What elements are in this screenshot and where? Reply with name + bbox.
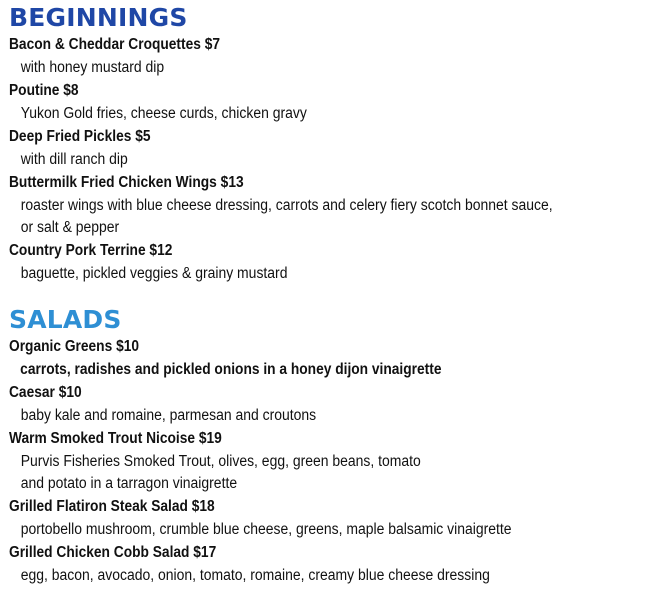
- item-description: [9, 263, 639, 285]
- item-name: Warm Smoked Trout Nicoise $19: [9, 430, 222, 447]
- item-description: [9, 195, 639, 239]
- menu-item: [9, 79, 645, 125]
- section-title: BEGINNINGS: [9, 3, 188, 32]
- menu-item: [9, 125, 645, 171]
- item-name: Organic Greens $10: [9, 338, 140, 355]
- item-description-line: Purvis Fisheries Smoked Trout, olives, egg, green beans, tomato: [20, 453, 421, 470]
- item-name: Bacon & Cheddar Croquettes $7: [9, 36, 221, 53]
- section-beginnings: [9, 3, 645, 285]
- menu-item: [9, 541, 645, 587]
- item-description-line: baguette, pickled veggies & grainy mustard: [20, 265, 288, 282]
- item-description-line: with dill ranch dip: [20, 151, 128, 168]
- item-description: [9, 519, 639, 541]
- menu-item: [9, 427, 645, 495]
- item-name: Buttermilk Fried Chicken Wings $13: [9, 174, 244, 191]
- item-description-line: and potato in a tarragon vinaigrette: [20, 475, 238, 492]
- section-spacer: [9, 285, 645, 305]
- item-name: Deep Fried Pickles $5: [9, 128, 151, 145]
- item-description-line: with honey mustard dip: [20, 59, 165, 76]
- item-description-line: portobello mushroom, crumble blue cheese, greens, maple balsamic vinaigrette: [20, 521, 512, 538]
- menu-item: [9, 381, 645, 427]
- item-description: [9, 405, 639, 427]
- menu-item: [9, 495, 645, 541]
- menu-item: [9, 33, 645, 79]
- menu-item: [9, 171, 645, 239]
- item-description: [9, 149, 639, 171]
- item-name: Grilled Flatiron Steak Salad $18: [9, 498, 215, 515]
- item-name: Country Pork Terrine $12: [9, 242, 173, 259]
- item-name: Grilled Chicken Cobb Salad $17: [9, 544, 217, 561]
- item-description-line: carrots, radishes and pickled onions in a honey dijon vinaigrette: [20, 361, 442, 378]
- section-salads: [9, 305, 645, 587]
- item-description: [9, 565, 639, 587]
- section-title: SALADS: [9, 305, 122, 334]
- item-description: [9, 359, 611, 381]
- menu-item: [9, 239, 645, 285]
- item-description: [9, 57, 639, 79]
- item-description-line: egg, bacon, avocado, onion, tomato, romaine, creamy blue cheese dressing: [20, 567, 490, 584]
- item-description: [9, 103, 639, 125]
- item-name: Poutine $8: [9, 82, 79, 99]
- item-description-line: Yukon Gold fries, cheese curds, chicken gravy: [20, 105, 307, 122]
- menu: [9, 3, 645, 587]
- item-description: [9, 451, 639, 495]
- menu-item: [9, 335, 645, 381]
- item-description-line: or salt & pepper: [20, 219, 120, 236]
- item-description-line: baby kale and romaine, parmesan and croutons: [20, 407, 317, 424]
- item-name: Caesar $10: [9, 384, 82, 401]
- item-description-line: roaster wings with blue cheese dressing, carrots and celery fiery scotch bonnet sauce,: [20, 197, 553, 214]
